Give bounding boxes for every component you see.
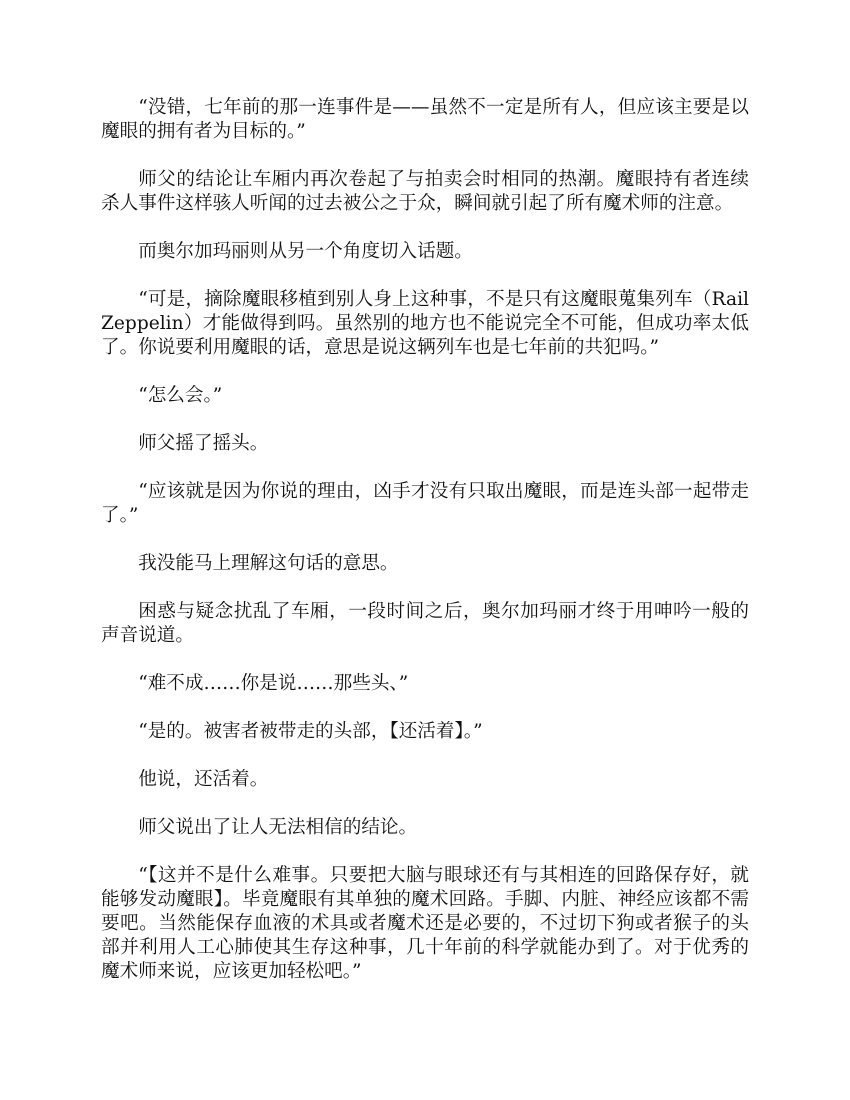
paragraph: “可是，摘除魔眼移植到别人身上这种事，不是只有这魔眼蒐集列车（Rail Zeppelin）才能做得到吗。虽然别的地方也不能说完全不可能，但成功率太低了。你说要利用魔眼的话，意思是说这辆列车也是七年前的共犯吗。” — [101, 289, 787, 358]
paragraph: 而奥尔加玛丽则从另一个角度切入话题。 — [138, 241, 473, 262]
paragraph: “难不成……你是说……那些头、” — [138, 673, 409, 694]
paragraph: 我没能马上理解这句话的意思。 — [138, 553, 399, 574]
document-page — [101, 96, 787, 1008]
paragraph: 师父说出了让人无法相信的结论。 — [138, 817, 418, 838]
paragraph: 困惑与疑念扰乱了车厢，一段时间之后，奥尔加玛丽才终于用呻吟一般的声音说道。 — [101, 601, 749, 646]
paragraph: 师父的结论让车厢内再次卷起了与拍卖会时相同的热潮。魔眼持有者连续杀人事件这样骇人听闻的过去被公之于众，瞬间就引起了所有魔术师的注意。 — [101, 169, 749, 214]
paragraph: 师父摇了摇头。 — [138, 433, 269, 454]
paragraph: “是的。被害者被带走的头部，【还活着】。” — [138, 721, 483, 742]
paragraph: 他说，还活着。 — [138, 769, 269, 790]
paragraph: “应该就是因为你说的理由，凶手才没有只取出魔眼，而是连头部一起带走了。” — [101, 481, 749, 526]
paragraph: “怎么会。” — [138, 385, 223, 406]
paragraph: “【这并不是什么难事。只要把大脑与眼球还有与其相连的回路保存好，就能够发动魔眼】。毕竟魔眼有其单独的魔术回路。手脚、内脏、神经应该都不需要吧。当然能保存血液的术具或者魔术还是必要的，不过切下狗或者猴子的头部并利用人工心肺使其生存这种事，几十年前的科学就能办到了。对于优秀的魔术师来说，应该更加轻松吧。” — [101, 865, 749, 982]
paragraph: “没错，七年前的那一连事件是——虽然不一定是所有人，但应该主要是以魔眼的拥有者为目标的。” — [101, 97, 749, 142]
